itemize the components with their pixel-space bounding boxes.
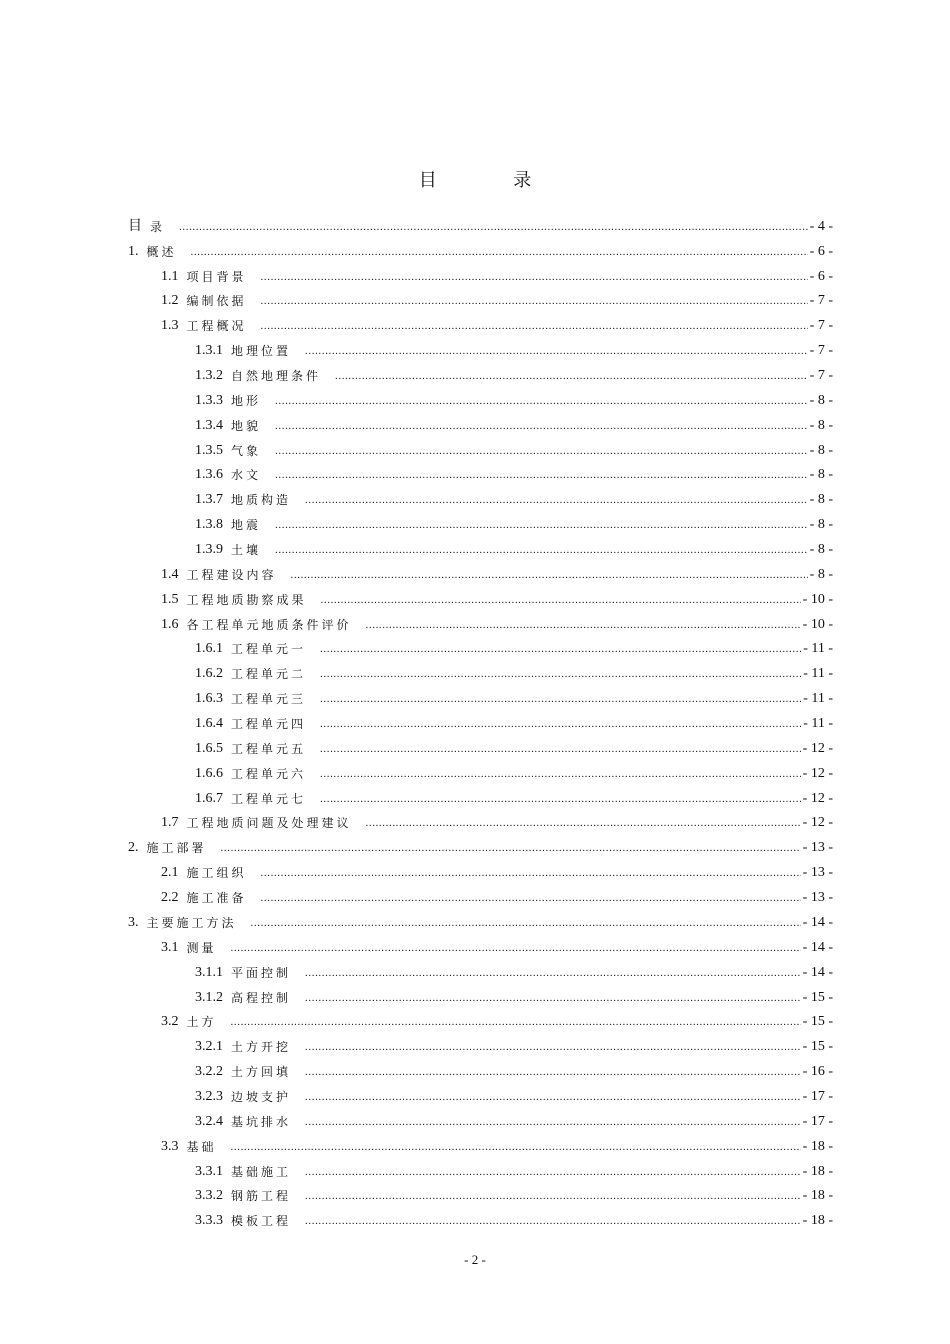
toc-entry-number: 3.1 [161,939,179,955]
toc-entry-number: 1.6.6 [195,765,223,781]
dot-leader [305,1089,801,1105]
dot-leader [275,443,808,459]
toc-entry-page: - 8 - [809,442,833,458]
dot-leader [305,990,801,1006]
toc-entry-title: 地理位置 [231,344,292,359]
toc-entry-title: 土方 [186,1015,217,1030]
toc-entry-number: 3.1.1 [195,964,223,980]
toc-entry[interactable] [128,707,833,732]
dot-leader [275,542,808,558]
toc-entry-page: - 7 - [809,318,833,334]
toc-entry-number: 1.5 [161,591,179,607]
toc-entry-page: - 15 - [802,1039,833,1055]
toc-entry[interactable] [128,334,833,359]
dot-leader [305,965,801,981]
toc-entry-number: 1.2 [161,293,179,309]
dot-leader [261,318,808,334]
toc-entry-page: - 14 - [802,914,833,930]
dot-leader [320,691,801,707]
toc-entry-title: 水文 [231,468,262,483]
dot-leader [231,940,801,956]
toc-entry[interactable] [128,906,833,931]
toc-entry-title: 地震 [231,518,262,533]
dot-leader [191,244,808,260]
toc-entry[interactable] [128,459,833,484]
toc-entry-title: 工程单元四 [231,717,307,732]
dot-leader [320,716,801,732]
toc-entry[interactable] [128,558,833,583]
toc-entry-title: 工程单元五 [231,741,307,756]
toc-entry-number: 目 [128,218,142,234]
toc-entry-page: - 7 - [809,343,833,359]
toc-entry-title: 施工准备 [186,891,247,906]
dot-leader [321,592,801,608]
toc-entry-number: 2.2 [161,890,179,906]
toc-entry[interactable] [128,956,833,981]
toc-entry[interactable] [128,881,833,906]
toc-entry-number: 1.3.3 [195,392,223,408]
toc-entry-page: - 14 - [802,939,833,955]
dot-leader [275,517,808,533]
toc-entry-page: - 10 - [802,616,833,632]
toc-entry-page: - 18 - [802,1188,833,1204]
toc-entry-number: 1.3.7 [195,492,223,508]
toc-entry-number: 2.1 [161,865,179,881]
toc-entry-page: - 18 - [802,1138,833,1154]
toc-entry-number: 1.3.9 [195,542,223,558]
toc-entry[interactable] [128,807,833,832]
toc-entry-title: 工程单元三 [231,692,307,707]
toc-entry-title: 钢筋工程 [231,1189,292,1204]
dot-leader [305,1188,801,1204]
dot-leader [231,1139,801,1155]
toc-entry-number: 3.2.3 [195,1088,223,1104]
toc-entry-number: 1.6.7 [195,790,223,806]
toc-entry[interactable] [128,508,833,533]
toc-entry-title: 地貌 [231,418,262,433]
toc-entry-title: 概述 [146,244,177,259]
dot-leader [275,418,808,434]
toc-entry-title: 工程地质问题及处理建议 [186,816,352,831]
toc-entry-page: - 4 - [809,218,833,234]
dot-leader [305,492,808,508]
toc-entry-page: - 18 - [802,1163,833,1179]
toc-entry[interactable] [128,1204,833,1229]
dot-leader [320,766,801,782]
toc-entry-title: 地形 [231,393,262,408]
dot-leader [261,269,808,285]
toc-entry-title: 边坡支护 [231,1089,292,1104]
toc-entry-title: 土方回填 [231,1065,292,1080]
toc-entry[interactable] [128,682,833,707]
toc-entry-number: 2. [128,840,139,856]
toc-entry[interactable] [128,533,833,558]
toc-entry-page: - 8 - [809,492,833,508]
dot-leader [320,741,801,757]
toc-entry-page: - 8 - [809,467,833,483]
toc-entry-page: - 7 - [809,293,833,309]
toc-entry-title: 工程概况 [186,319,247,334]
toc-entry[interactable] [128,384,833,409]
toc-entry-number: 1.6.2 [195,666,223,682]
toc-entry[interactable] [128,260,833,285]
toc-entry-title: 土方开挖 [231,1040,292,1055]
toc-entry-number: 3. [128,914,139,930]
toc-entry[interactable] [128,1030,833,1055]
toc-entry-page: - 10 - [802,591,833,607]
toc-entry-title: 高程控制 [231,990,292,1005]
toc-entry-number: 1.3.5 [195,442,223,458]
toc-entry-number: 3.2.2 [195,1064,223,1080]
dot-leader [179,219,808,235]
toc-entry-title: 项目背景 [186,269,247,284]
toc-entry-title: 施工组织 [186,866,247,881]
toc-entry-title: 基坑排水 [231,1114,292,1129]
toc-entry-number: 1.3.6 [195,467,223,483]
dot-leader [366,617,801,633]
toc-entry[interactable] [128,1130,833,1155]
toc-entry[interactable] [128,831,833,856]
toc-entry-title: 工程单元七 [231,791,307,806]
toc-entry-number: 3.2.1 [195,1039,223,1055]
toc-entry-number: 1.3 [161,318,179,334]
dot-leader [305,343,808,359]
dot-leader [275,393,808,409]
toc-entry[interactable] [128,1055,833,1080]
dot-leader [261,865,801,881]
toc-entry-title: 地质构造 [231,493,292,508]
toc-entry-number: 1.3.2 [195,368,223,384]
toc-entry-page: - 13 - [802,890,833,906]
toc-entry[interactable] [128,483,833,508]
toc-entry-page: - 8 - [809,517,833,533]
dot-leader [335,368,808,384]
toc-entry-number: 1.4 [161,566,179,582]
toc-entry[interactable] [128,235,833,260]
toc-entry-page: - 15 - [802,1014,833,1030]
dot-leader [305,1039,801,1055]
dot-leader [305,1213,801,1229]
dot-leader [221,840,801,856]
toc-entry-page: - 12 - [802,765,833,781]
toc-entry-page: - 18 - [802,1213,833,1229]
toc-entry-page: - 6 - [809,243,833,259]
toc-entry[interactable] [128,1006,833,1031]
toc-entry-page: - 8 - [809,392,833,408]
toc-entry[interactable] [128,210,833,235]
toc-entry-page: - 15 - [802,989,833,1005]
toc-entry-page: - 11 - [803,641,833,657]
toc-entry-number: 3.2.4 [195,1113,223,1129]
toc-entry-number: 1.3.1 [195,343,223,359]
toc-entry[interactable] [128,583,833,608]
toc-entry-page: - 12 - [802,815,833,831]
toc-entry-title: 工程建设内容 [186,567,277,582]
toc-entry-title: 各工程单元地质条件评价 [186,617,352,632]
toc-entry[interactable] [128,309,833,334]
toc-entry-page: - 6 - [809,268,833,284]
toc-entry-number: 1.6.3 [195,691,223,707]
toc-entry-number: 1.6.5 [195,740,223,756]
toc-entry-number: 1.1 [161,268,179,284]
toc-entry-number: 3.1.2 [195,989,223,1005]
toc-entry-number: 3.3.1 [195,1163,223,1179]
dot-leader [305,1064,801,1080]
dot-leader [305,1114,801,1130]
toc-entry-page: - 17 - [802,1088,833,1104]
toc-entry[interactable] [128,732,833,757]
toc-entry[interactable] [128,657,833,682]
toc-entry-title: 模板工程 [231,1214,292,1229]
dot-leader [320,641,801,657]
toc-entry-title: 工程单元一 [231,642,307,657]
toc-entry-title: 测量 [186,940,217,955]
dot-leader [291,567,808,583]
toc-entry-page: - 13 - [802,840,833,856]
toc-entry-page: - 11 - [803,666,833,682]
toc-entry-title: 主要施工方法 [146,915,237,930]
toc-entry[interactable] [128,1180,833,1205]
page-number: - 2 - [464,1252,486,1267]
toc-entry-number: 1. [128,243,139,259]
toc-entry-number: 1.3.8 [195,517,223,533]
toc-entry[interactable] [128,1155,833,1180]
toc-entry[interactable] [128,359,833,384]
toc-entry-title: 录 [150,219,166,234]
toc-entry[interactable] [128,856,833,881]
toc-entry-number: 1.6.1 [195,641,223,657]
toc-entry-title: 气象 [231,443,262,458]
dot-leader [320,791,801,807]
toc-entry-page: - 12 - [802,740,833,756]
toc-entry-title: 自然地理条件 [231,369,322,384]
toc-entry[interactable] [128,409,833,434]
toc-entry-number: 1.6 [161,616,179,632]
dot-leader [320,666,801,682]
dot-leader [231,1014,801,1030]
dot-leader [251,915,801,931]
toc-entry[interactable] [128,981,833,1006]
toc-entry-title: 施工部署 [146,841,207,856]
toc-entry-number: 3.3 [161,1138,179,1154]
toc-entry[interactable] [128,757,833,782]
toc-entry-page: - 8 - [809,566,833,582]
toc-entry-page: - 12 - [802,790,833,806]
toc-entry-number: 1.6.4 [195,716,223,732]
toc-entry-page: - 13 - [802,865,833,881]
toc-entry-page: - 17 - [802,1113,833,1129]
toc-entry-title: 工程单元二 [231,667,307,682]
toc-entry[interactable] [128,1080,833,1105]
toc-entry-title: 工程地质勘察成果 [186,592,307,607]
toc-entry-title: 工程单元六 [231,766,307,781]
dot-leader [275,467,808,483]
toc-entry[interactable] [128,633,833,658]
toc-entry[interactable] [128,434,833,459]
toc-entry-page: - 11 - [803,716,833,732]
toc-entry-page: - 16 - [802,1064,833,1080]
toc-entry-title: 土壤 [231,543,262,558]
dot-leader [261,890,801,906]
page-title: 目 录 [418,170,568,190]
toc-entry-number: 1.3.4 [195,417,223,433]
toc-entry-page: - 8 - [809,542,833,558]
toc-entry-number: 1.7 [161,815,179,831]
toc-entry[interactable] [128,1105,833,1130]
toc-entry-title: 基础施工 [231,1164,292,1179]
toc-entry-number: 3.2 [161,1014,179,1030]
toc-entry[interactable] [128,608,833,633]
toc-entry-number: 3.3.3 [195,1213,223,1229]
toc-entry-title: 编制依据 [186,294,247,309]
dot-leader [366,815,801,831]
toc-entry[interactable] [128,285,833,310]
toc-entry-page: - 11 - [803,691,833,707]
toc-entry-page: - 8 - [809,417,833,433]
toc-entry-page: - 7 - [809,368,833,384]
toc-entry[interactable] [128,782,833,807]
table-of-contents [128,210,833,1229]
toc-entry-title: 平面控制 [231,965,292,980]
toc-entry[interactable] [128,931,833,956]
dot-leader [305,1164,801,1180]
dot-leader [261,293,808,309]
toc-entry-title: 基础 [186,1139,217,1154]
toc-entry-number: 3.3.2 [195,1188,223,1204]
toc-entry-page: - 14 - [802,964,833,980]
